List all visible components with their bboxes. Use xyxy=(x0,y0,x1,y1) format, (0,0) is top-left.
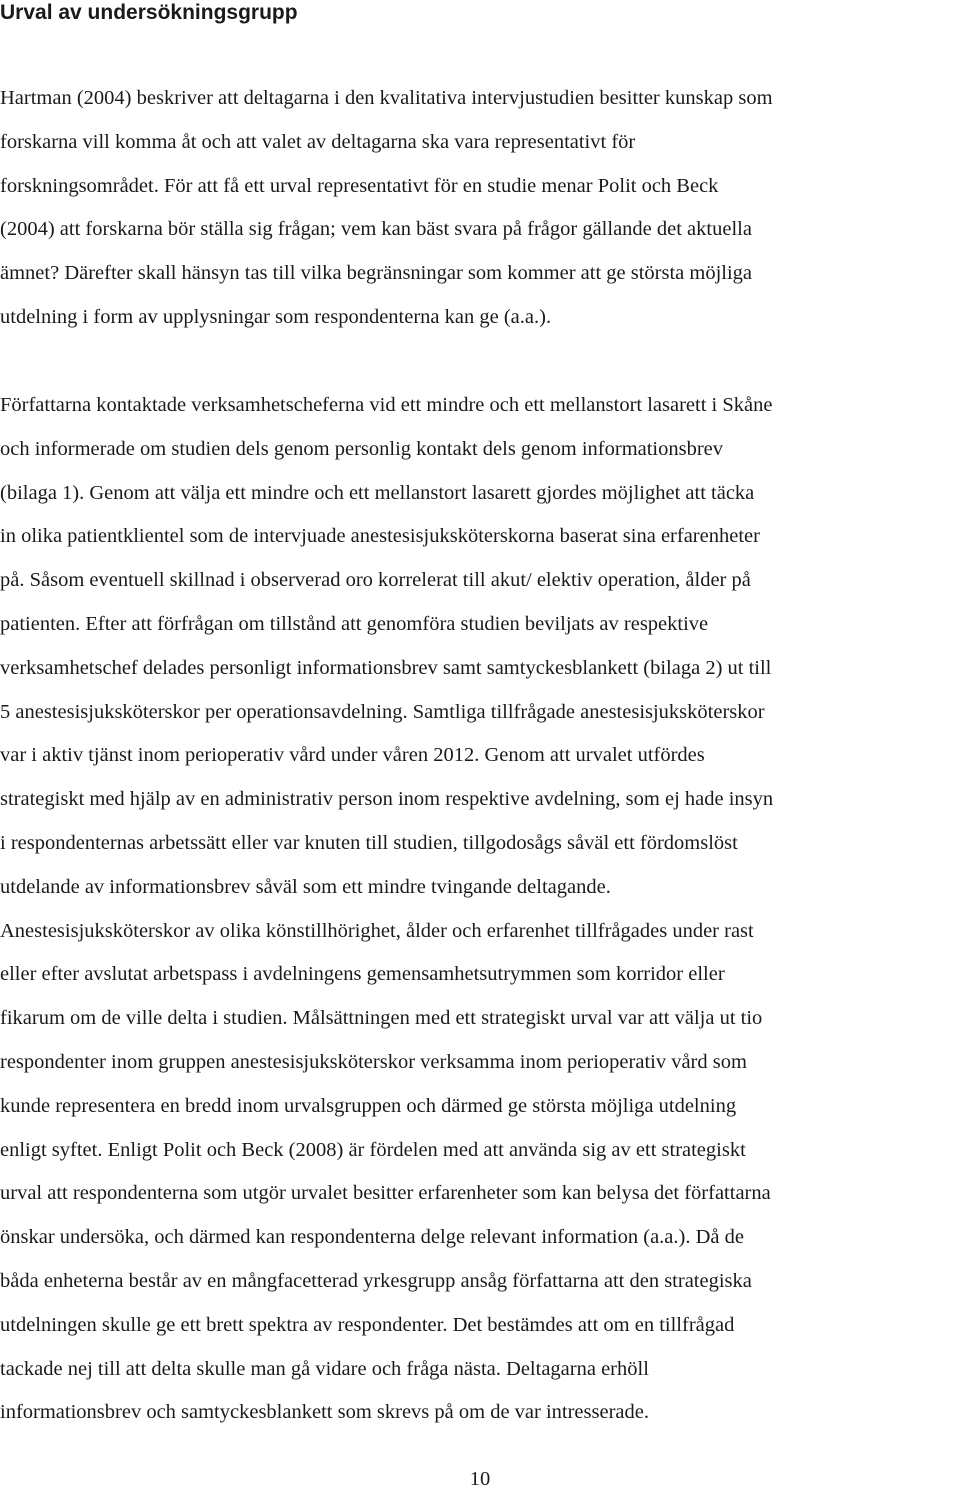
paragraph-1 xyxy=(0,77,773,340)
text-line: i respondenternas arbetssätt eller var knuten till studien, tillgodosågs såväl ett fördomslöst xyxy=(0,831,738,854)
text-line: enligt syftet. Enligt Polit och Beck (2008) är fördelen med att använda sig av ett strategiskt xyxy=(0,1138,746,1161)
text-line: Författarna kontaktade verksamhetscheferna vid ett mindre och ett mellanstort lasarett i Skåne xyxy=(0,394,773,416)
text-line: forskarna vill komma åt och att valet av deltagarna ska vara representativt för xyxy=(0,130,636,153)
text-line: och informerade om studien dels genom personlig kontakt dels genom informationsbrev xyxy=(0,437,724,460)
text-line: respondenter inom gruppen anestesisjuksköterskor verksamma inom perioperativ vård som xyxy=(0,1050,747,1073)
text-line: Anestesisjuksköterskor av olika könstillhörighet, ålder och erfarenhet tillfrågades under rast xyxy=(0,919,754,942)
paragraph-2 xyxy=(0,384,773,1435)
text-line: patienten. Efter att förfrågan om tillstånd att genomföra studien beviljats av respektive xyxy=(0,612,709,635)
text-line: eller efter avslutat arbetspass i avdelningens gemensamhetsutrymmen som korridor eller xyxy=(0,963,725,986)
text-line: forskningsområdet. För att få ett urval representativt för en studie menar Polit och Beck xyxy=(0,174,719,197)
text-line: önskar undersöka, och därmed kan respondenterna delge relevant information (a.a.). Då de xyxy=(0,1226,744,1249)
text-line: på. Såsom eventuell skillnad i observerad oro korrelerat till akut/ elektiv operation, ålder på xyxy=(0,569,751,592)
text-line: 5 anestesisjuksköterskor per operationsavdelning. Samtliga tillfrågade anestesisjuksköterskor xyxy=(0,700,765,723)
text-line: Hartman (2004) beskriver att deltagarna i den kvalitativa intervjustudien besitter kunskap som xyxy=(0,87,773,109)
text-line: var i aktiv tjänst inom perioperativ vård under våren 2012. Genom att urvalet utfördes xyxy=(0,744,705,767)
text-line: utdelning i form av upplysningar som respondenterna kan ge (a.a.). xyxy=(0,305,552,328)
text-line: utdelande av informationsbrev såväl som ett mindre tvingande deltagande. xyxy=(0,875,611,898)
text-line: (2004) att forskarna bör ställa sig frågan; vem kan bäst svara på frågor gällande det aktuella xyxy=(0,218,752,241)
text-line: in olika patientklientel som de intervjuade anestesisjuksköterskorna baserat sina erfarenheter xyxy=(0,525,760,548)
text-line: utdelningen skulle ge ett brett spektra av respondenter. Det bestämdes att om en tillfrågad xyxy=(0,1313,735,1336)
page-number: 10 xyxy=(469,1468,491,1490)
section-heading: Urval av undersökningsgrupp xyxy=(0,1,298,24)
text-line: båda enheterna består av en mångfacetterad yrkesgrupp ansåg författarna att den strategiska xyxy=(0,1269,752,1292)
text-line: tackade nej till att delta skulle man gå vidare och fråga nästa. Deltagarna erhöll xyxy=(0,1357,649,1380)
text-line: fikarum om de ville delta i studien. Målsättningen med ett strategiskt urval var att välja ut tio xyxy=(0,1007,763,1030)
text-line: ämnet? Därefter skall hänsyn tas till vilka begränsningar som kommer att ge största möjliga xyxy=(0,262,753,285)
text-line: (bilaga 1). Genom att välja ett mindre och ett mellanstort lasarett gjordes möjlighet att täcka xyxy=(0,481,755,504)
text-line: urval att respondenterna som utgör urvalet besitter erfarenheter som kan belysa det författarna xyxy=(0,1182,771,1205)
text-line: verksamhetschef delades personligt informationsbrev samt samtyckesblankett (bilaga 2) ut till xyxy=(0,656,772,679)
text-line: informationsbrev och samtyckesblankett som skrevs på om de var intresserade. xyxy=(0,1401,649,1424)
text-line: strategiskt med hjälp av en administrativ person inom respektive avdelning, som ej hade insyn xyxy=(0,788,774,811)
text-line: kunde representera en bredd inom urvalsgruppen och därmed ge största möjliga utdelning xyxy=(0,1094,737,1117)
